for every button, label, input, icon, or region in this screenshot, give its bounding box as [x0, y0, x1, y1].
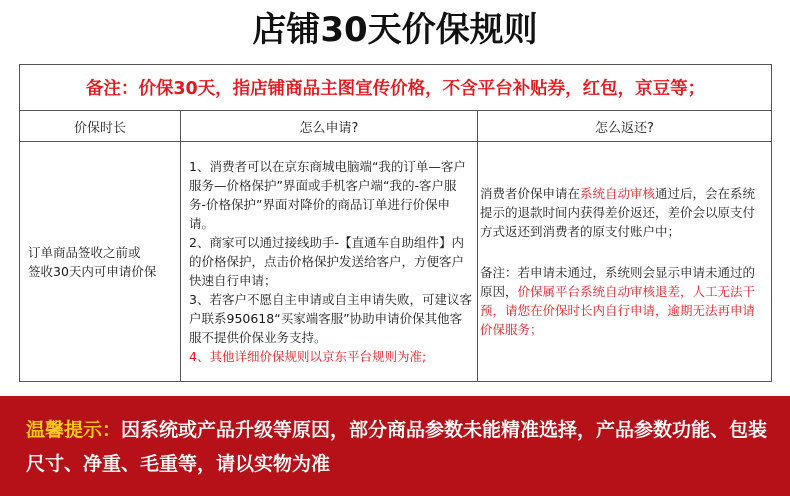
- duration-cell: [20, 142, 181, 382]
- apply-cell: [181, 142, 478, 382]
- note-row: [20, 65, 772, 111]
- apply-step-2: 2、商家可以通过接线助手-【直通车自助组件】内的价格保护，点击价格保护发送给客户，方便客户快速自行申请；: [189, 235, 465, 288]
- refund-paragraph: [480, 184, 765, 241]
- remark-text: 备注：若申请未通过，系统则会显示申请未通过的原因，: [480, 265, 756, 299]
- refund-text-after: 通过后，会在系统提示的退款时间内获得差价返还，差价会以原支付方式返还到消费者的原支付账户中；: [480, 186, 756, 239]
- footer-banner: [0, 396, 790, 496]
- apply-step-4: 4、其他详细价保规则以京东平台规则为准;: [189, 349, 427, 364]
- note-text: 备注：价保30天，指店铺商品主图宣传价格，不含平台补贴券，红包，京豆等；: [20, 65, 772, 111]
- footer-lead: 温馨提示：: [26, 419, 122, 441]
- apply-step-3: 3、若客户不愿自主申请或自主申请失败，可建议客户联系950618“买家端客服”协助申请价保其他客服不提供价保业务支持。: [189, 292, 472, 345]
- header-apply: 怎么申请?: [181, 111, 478, 142]
- refund-cell: [478, 142, 772, 382]
- price-protection-table: [19, 64, 772, 382]
- refund-remark: [480, 263, 765, 339]
- refund-text-before: 消费者价保申请在: [480, 186, 581, 201]
- refund-highlight: 系统自动审核: [580, 186, 656, 201]
- rules-row: [20, 142, 772, 382]
- header-row: [20, 111, 772, 142]
- page-title: 店铺30天价保规则: [252, 10, 538, 50]
- remark-highlight: 价保属平台系统自动审核退差，人工无法干预，请您在价保时长内自行申请，逾期无法再申请价保服务；: [480, 284, 756, 337]
- apply-step-1: 1、消费者可以在京东商城电脑端“我的订单—客户服务—价格保护”界面或手机客户端“我的-客户服务-价格保护”界面对降价的商品订单进行价保申请。: [189, 159, 466, 231]
- duration-line-2: 签收30天内可申请价保: [28, 263, 157, 279]
- header-refund: 怎么返还?: [478, 111, 772, 142]
- header-duration: 价保时长: [20, 111, 181, 142]
- footer-body: 因系统或产品升级等原因，部分商品参数未能精准选择，产品参数功能、包装尺寸、净重、毛重等，请以实物为准: [26, 419, 768, 475]
- footer-text: [26, 413, 771, 481]
- duration-line-1: 订单商品签收之前或: [28, 244, 141, 260]
